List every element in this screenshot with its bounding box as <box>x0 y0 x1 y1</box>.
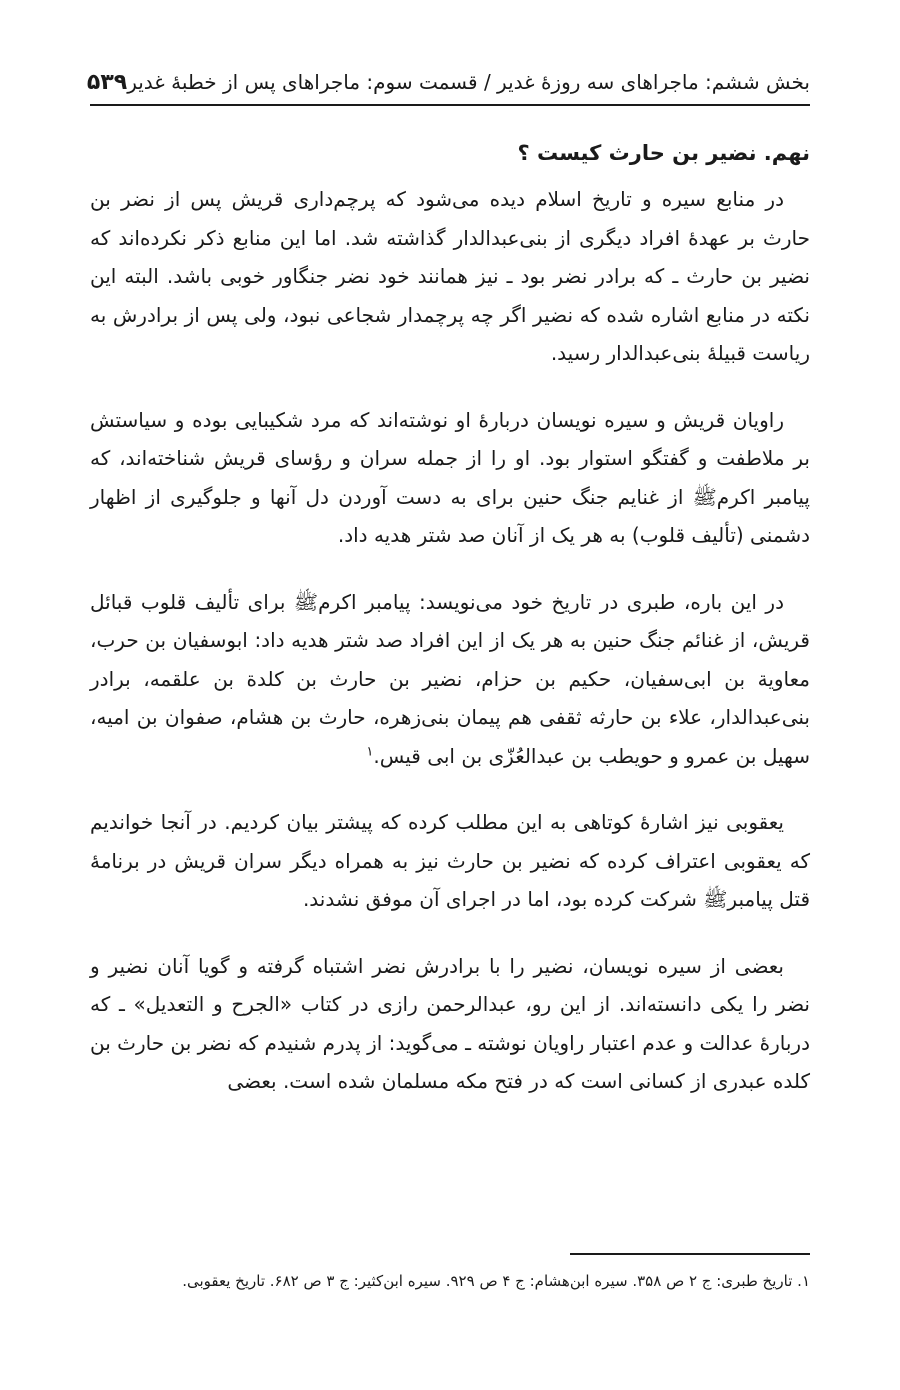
footnote-divider <box>570 1253 810 1255</box>
running-header <box>86 60 810 106</box>
paragraph-3-text: در این باره، طبری در تاریخ خود می‌نویسد: پیامبر اکرمﷺ برای تألیف قلوب قبائل قریش، از غنائم جنگ حنین به هر یک از این افراد صد شتر هدیه داد: ابوسفیان بن حرب، معاویة بن ابی‌سفیان، حکیم بن حزام، نضیر بن حارث بن کلدة بن علقمه، برادر بنی‌عبدالدار، علاء بن حارثه ثقفی هم پیمان بنی‌زهره، حارث بن هشام، صفوان بن امیه، سهیل بن عمرو و حویطب بن عبدالعُزّی بن ابی قیس. <box>90 589 810 768</box>
footnote: ۱. تاریخ طبری: ج ۲ ص ۳۵۸. سیره ابن‌هشام: ج ۴ ص ۹۲۹. سیره ابن‌کثیر: ج ۳ ص ۶۸۲. تاریخ یعقوبی. <box>182 1272 810 1290</box>
page <box>86 60 810 1129</box>
section-heading: نهم. نضیر بن حارث کیست ؟ <box>517 141 810 165</box>
paragraph-1: در منابع سیره و تاریخ اسلام دیده می‌شود که پرچم‌داری قریش پس از نضر بن حارث بر عهدهٔ افراد دیگری از بنی‌عبدالدار گذاشته شد. اما این منابع ذکر نکرده‌اند که نضیر بن حارث ـ که برادر نضر بود ـ نیز همانند خود نضر جنگاور خوبی باشد. البته این نکته در منابع اشاره شده که نضیر اگر چه پرچمدار شجاعی نبود، ولی پس از برادرش به ریاست قبیلهٔ بنی‌عبدالدار رسید. <box>90 187 810 365</box>
paragraph-4: یعقوبی نیز اشارهٔ کوتاهی به این مطلب کرده که پیشتر بیان کردیم. در آنجا خواندیم که یعقوبی اعتراف کرده که نضیر بن حارث نیز به همراه دیگر سران قریش در برنامهٔ قتل پیامبرﷺ شرکت کرده بود، اما در اجرای آن موفق نشدند. <box>90 810 810 911</box>
paragraph-2: راویان قریش و سیره نویسان دربارهٔ او نوشته‌اند که مرد شکیبایی بوده و سیاستش بر ملاطفت و گفتگو استوار بود. او را از جمله سران و رؤسای قریش شناخته‌اند، که پیامبر اکرمﷺ از غنایم جنگ حنین برای به دست آوردن دل آنها و جلوگیری از اظهار دشمنی (تألیف قلوب) به هر یک از آنان صد شتر هدیه داد. <box>90 407 810 547</box>
footnote-marker: ۱ <box>366 743 374 759</box>
page-number: ۵۳۹ <box>86 70 128 95</box>
running-title: بخش ششم: ماجراهای سه روزهٔ غدیر / قسمت سوم: ماجراهای پس از خطبهٔ غدیر <box>127 70 810 94</box>
paragraph-5: بعضی از سیره نویسان، نضیر را با برادرش نضر اشتباه گرفته و گویا آنان نضیر و نضر را یکی دانسته‌اند. از این رو، عبدالرحمن رازی در کتاب «الجرح و التعدیل» ـ که دربارهٔ عدالت و عدم اعتبار راویان نوشته ـ می‌گوید: از پدرم شنیدم که نضر بن حارث بن کلده عبدری از کسانی است که در فتح مکه مسلمان شده است. بعضی <box>90 953 810 1093</box>
paragraph-3 <box>90 583 810 776</box>
